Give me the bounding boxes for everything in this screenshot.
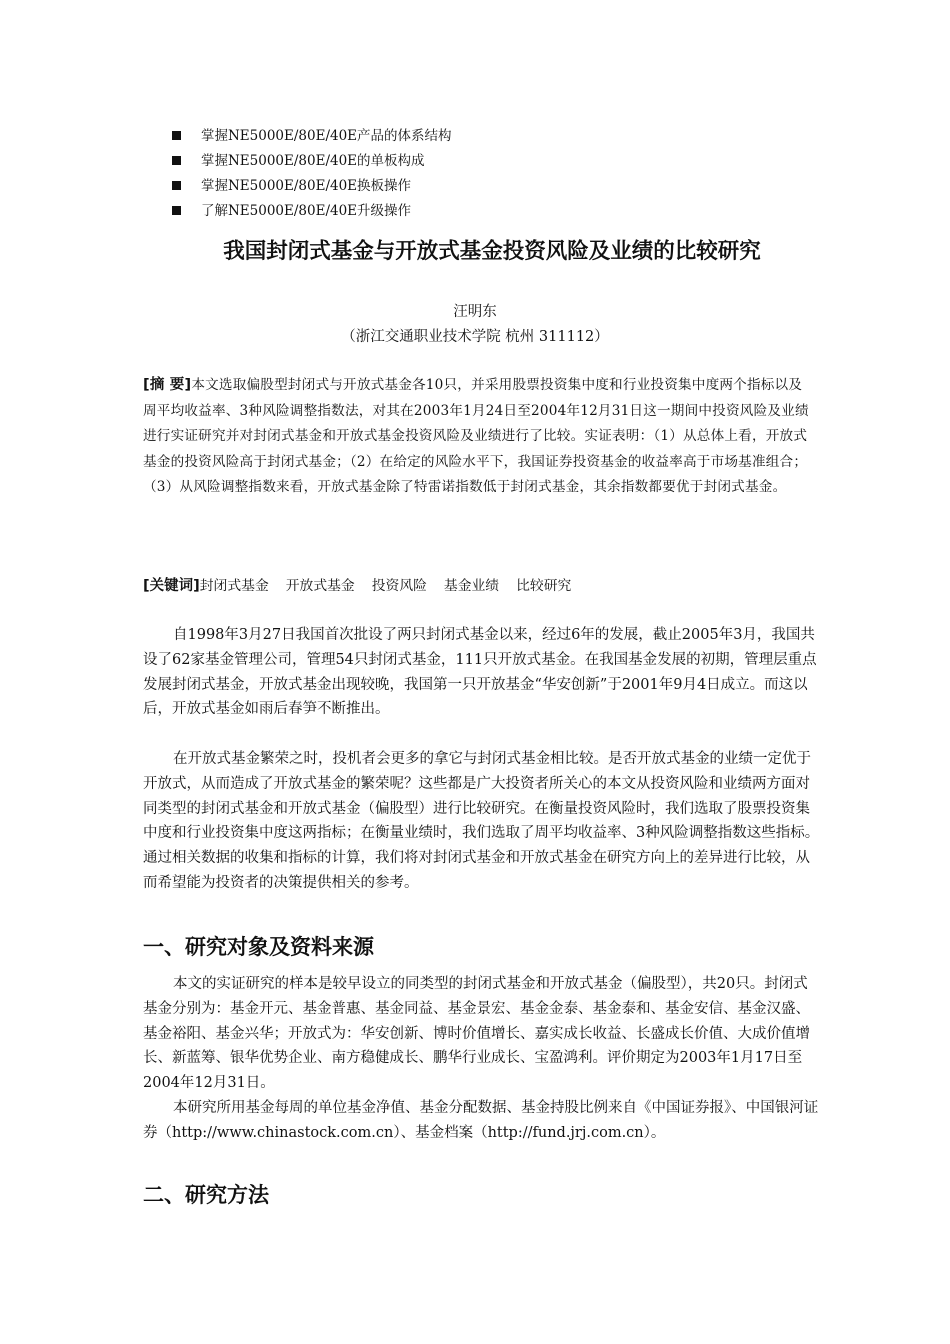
section-heading: 一、研究对象及资料来源 [143,935,374,959]
body-paragraph: 自1998年3月27日我国首次批设了两只封闭式基金以来，经过6年的发展，截止2005年3月，我国共设了62家基金管理公司，管理54只封闭式基金，111只开放式基金。在我国基金发展的初期，管理层重点发展封闭式基金，开放式基金出现较晚，我国第一只开放基金“华安创新”于2001年9月4日成立。而这以后，开放式基金如雨后春笋不断推出。 [143,627,817,718]
author-name: 汪明东 [453,304,497,320]
keyword-item: 基金业绩 [443,578,500,594]
abstract-text: 本文选取偏股型封闭式与开放式基金各10只，并采用股票投资集中度和行业投资集中度两个指标以及周平均收益率、3种风险调整指数法，对其在2003年1月24日至2004年12月31日这一期间中投资风险及业绩进行实证研究并对封闭式基金和开放式基金投资风险及业绩进行了比较。实证表明：（1）从总体上看，开放式基金的投资风险高于封闭式基金；（2）在给定的风险水平下，我国证券投资基金的收益率高于市场基准组合；（3）从风险调整指数来看，开放式基金除了特雷诺指数低于封闭式基金，其余指数都要优于封闭式基金。 [143,377,809,495]
list-item-text: 掌握NE5000E/80E/40E的单板构成 [201,153,425,169]
keywords-label: [关键词] [143,578,200,594]
abstract-label: [摘 要] [143,377,192,393]
keywords [143,574,588,599]
paper-title: 我国封闭式基金与开放式基金投资风险及业绩的比较研究 [223,239,761,264]
body-paragraph: 本文的实证研究的样本是较早设立的同类型的封闭式基金和开放式基金（偏股型），共20只。封闭式基金分别为：基金开元、基金普惠、基金同益、基金景宏、基金金泰、基金泰和、基金安信、基金汉盛、基金裕阳、基金兴华；开放式为：华安创新、博时价值增长、嘉实成长收益、长盛成长价值、大成价值增长、新蓝筹、银华优势企业、南方稳健成长、鹏华行业成长、宝盈鸿利。评价期定为2003年1月17日至2004年12月31日。 [143,976,810,1092]
list-item [172,124,452,149]
keyword-item: 比较研究 [516,578,572,594]
body-paragraph: 在开放式基金繁荣之时，投机者会更多的拿它与封闭式基金相比较。是否开放式基金的业绩一定优于开放式，从而造成了开放式基金的繁荣呢？这些都是广大投资者所关心的本文从投资风险和业绩两方面对同类型的封闭式基金和开放式基金（偏股型）进行比较研究。在衡量投资风险时，我们选取了股票投资集中度和行业投资集中度这两指标；在衡量业绩时，我们选取了周平均收益率、3种风险调整指数这些指标。通过相关数据的收集和指标的计算，我们将对封闭式基金和开放式基金在研究方向上的差异进行比较，从而希望能为投资者的决策提供相关的参考。 [143,751,820,891]
square-bullet-icon [172,206,181,215]
body-paragraph: 本研究所用基金每周的单位基金净值、基金分配数据、基金持股比例来自《中国证券报》、中国银河证券（http://www.chinastock.com.cn）、基金档案（http://fund.jrj.com.cn）。 [143,1100,819,1141]
list-item-text: 掌握NE5000E/80E/40E换板操作 [201,178,412,194]
square-bullet-icon [172,131,181,140]
author-affiliation: （浙江交通职业技术学院 杭州 311112） [341,329,609,345]
square-bullet-icon [172,156,181,165]
list-item [172,199,452,224]
list-item [172,174,452,199]
list-item [172,149,452,174]
keyword-item: 封闭式基金 [199,578,269,594]
section-heading: 二、研究方法 [143,1183,269,1207]
square-bullet-icon [172,181,181,190]
keyword-item: 投资风险 [371,578,427,594]
abstract [143,373,811,501]
list-item-text: 掌握NE5000E/80E/40E产品的体系结构 [201,128,452,144]
list-item-text: 了解NE5000E/80E/40E升级操作 [201,203,412,219]
keyword-item: 开放式基金 [285,578,355,594]
objectives-list [172,124,452,224]
